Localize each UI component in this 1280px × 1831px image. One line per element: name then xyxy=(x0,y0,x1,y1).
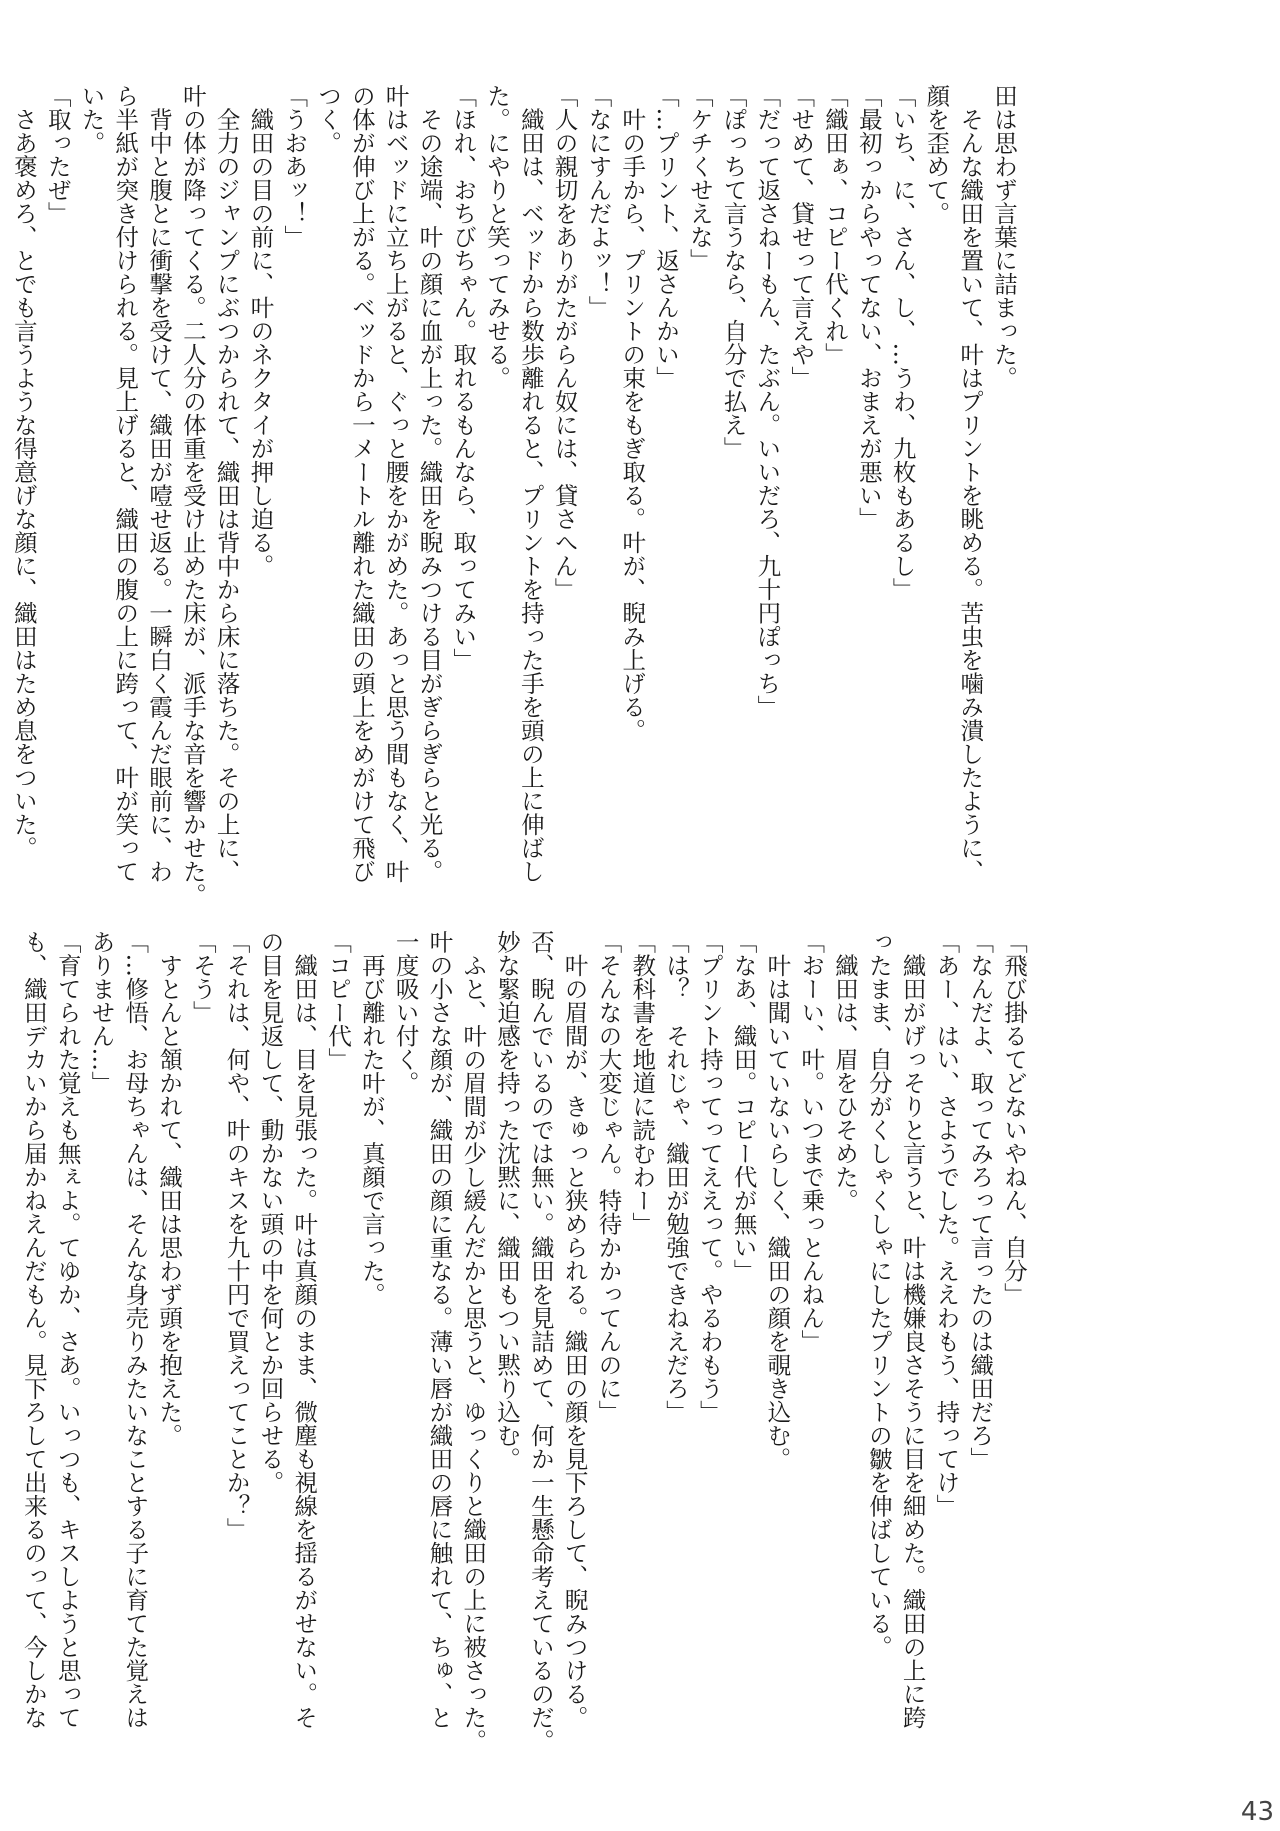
text-column: 「教科書を地道に読むわー」 xyxy=(628,930,657,1236)
text-column: 織田は、目を見張った。叶は真顔のまま、微塵も視線を揺るがせない。そ xyxy=(290,930,319,1729)
text-column: 「いち、に、さん、し、…うわ、九枚もあるし」 xyxy=(888,84,917,601)
text-column: 叶の眉間が、きゅっと狭められる。織田の顔を見下ろして、睨みつける。 xyxy=(560,930,589,1729)
text-column: 「そう」 xyxy=(188,930,217,1024)
text-column: 「なあ、織田。コピー代が無い」 xyxy=(729,930,758,1283)
text-column: 「あー、はい、さようでした。ええわもう、持ってけ」 xyxy=(932,930,961,1518)
text-column: 「プリント持ってってええって。やるわもう」 xyxy=(695,930,724,1424)
text-column: も、織田デカいから届かねえんだもん。見下ろして出来るのって、今しかな xyxy=(19,930,48,1729)
text-column: 否、睨んでいるのでは無い。織田を見詰めて、何か一生懸命考えているのだ。 xyxy=(526,930,555,1753)
text-column: 「…修悟、お母ちゃんは、そんな身売りみたいなことする子に育てた覚えは xyxy=(121,930,150,1729)
text-column: 織田がげっそりと言うと、叶は機嫌良さそうに目を細めた。織田の上に跨 xyxy=(898,930,927,1729)
text-column: た。にやりと笑ってみせる。 xyxy=(483,84,512,390)
text-column: 妙な緊迫感を持った沈黙に、織田もつい黙り込む。 xyxy=(493,930,522,1471)
text-column: 叶の小さな顔が、織田の顔に重なる。薄い唇が織田の唇に触れて、ちゅ、と xyxy=(425,930,454,1729)
text-column: ったまま、自分がくしゃくしゃにしたプリントの皺を伸ばしている。 xyxy=(864,930,893,1659)
text-column: 「なにすんだよッ！」 xyxy=(584,84,613,319)
text-column: そんな織田を置いて、叶はプリントを眺める。苦虫を噛み潰したように、 xyxy=(956,84,985,883)
text-column: ふと、叶の眉間が少し緩んだかと思うと、ゆっくりと織田の上に被さった。 xyxy=(459,930,488,1753)
text-column: の体が伸び上がる。ベッドから一メートル離れた織田の頭上をめがけて飛び xyxy=(347,84,376,883)
text-column: すとんと頷かれて、織田は思わず頭を抱えた。 xyxy=(155,930,184,1447)
text-column: 叶はベッドに立ち上がると、ぐっと腰をかがめた。あっと思う間もなく、叶 xyxy=(381,84,410,883)
text-column: 「は？ それじゃ、織田が勉強できねえだろ」 xyxy=(662,930,691,1424)
text-column: 「ケチくせえな」 xyxy=(685,84,714,272)
text-column: いた。 xyxy=(77,84,106,155)
text-column: 織田は、眉をひそめた。 xyxy=(831,930,860,1212)
text-column: 「ぽっちて言うなら、自分で払え」 xyxy=(719,84,748,460)
text-column: 「うおあッ！」 xyxy=(280,84,309,249)
text-column: 叶の体が降ってくる。二人分の体重を受け止めた床が、派手な音を響かせた。 xyxy=(178,84,207,907)
text-column: 「人の親切をありがたがらん奴には、貸さへん」 xyxy=(550,84,579,601)
text-column: 「それは、何や、叶のキスを九十円で買えってことか？」 xyxy=(222,930,251,1541)
text-column: 田は思わず言葉に詰まった。 xyxy=(990,84,1018,390)
text-column: 顔を歪めて。 xyxy=(922,84,951,225)
text-column: つく。 xyxy=(314,84,343,155)
text-column: 「…プリント、返さんかい」 xyxy=(652,84,681,390)
page-number: 43 xyxy=(1240,1797,1274,1827)
text-column: 「最初っからやってない、おまえが悪い」 xyxy=(854,84,883,531)
text-column: ありません…」 xyxy=(87,930,116,1095)
text-column: 「おーい、叶。いつまで乗っとんねん」 xyxy=(797,930,826,1353)
text-column: 再び離れた叶が、真顔で言った。 xyxy=(357,930,386,1306)
lower-text-block xyxy=(19,930,1030,1760)
text-column: の目を見返して、動かない頭の中を何とか回らせる。 xyxy=(256,930,285,1494)
text-column: 「せめて、貸せって言えや」 xyxy=(787,84,816,390)
text-column: その途端、叶の顔に血が上った。織田を睨みつける目がぎらぎらと光る。 xyxy=(415,84,444,883)
text-column: 「育てられた覚えも無ぇよ。てゆか、さあ。いっつも、キスしようと思って xyxy=(53,930,82,1729)
text-column: 「だって返さねーもん、たぶん。いいだろ、九十円ぽっち」 xyxy=(753,84,782,719)
text-column: 織田は、ベッドから数歩離れると、プリントを持った手を頭の上に伸ばし xyxy=(516,84,545,883)
text-column: 「織田ぁ、コピー代くれ」 xyxy=(821,84,850,366)
text-column: 叶は聞いていないらしく、織田の顔を覗き込む。 xyxy=(763,930,792,1471)
text-column: さあ褒めろ、とでも言うような得意げな顔に、織田はため息をついた。 xyxy=(9,84,38,860)
text-column: 「そんなの大変じゃん。特待かかってんのに」 xyxy=(594,930,623,1424)
text-column: 叶の手から、プリントの束をもぎ取る。叶が、睨み上げる。 xyxy=(618,84,647,742)
text-column: 全力のジャンプにぶつかられて、織田は背中から床に落ちた。その上に、 xyxy=(212,84,241,883)
text-column: 一度吸い付く。 xyxy=(391,930,420,1095)
upper-text-block xyxy=(9,84,1020,914)
text-column: 「飛び掛るてどないやねん、自分」 xyxy=(1000,930,1028,1306)
text-column: 背中と腹とに衝撃を受けて、織田が噎せ返る。一瞬白く霞んだ眼前に、わ xyxy=(145,84,174,883)
text-column: 「なんだよ、取ってみろって言ったのは織田だろ」 xyxy=(966,930,995,1471)
text-column: 「コピー代」 xyxy=(324,930,353,1071)
text-column: 「ほれ、おちびちゃん。取れるもんなら、取ってみい」 xyxy=(449,84,478,672)
text-column: 織田の目の前に、叶のネクタイが押し迫る。 xyxy=(246,84,275,578)
text-column: 「取ったぜ」 xyxy=(43,84,72,225)
text-column: ら半紙が突き付けられる。見上げると、織田の腹の上に跨って、叶が笑って xyxy=(111,84,140,883)
